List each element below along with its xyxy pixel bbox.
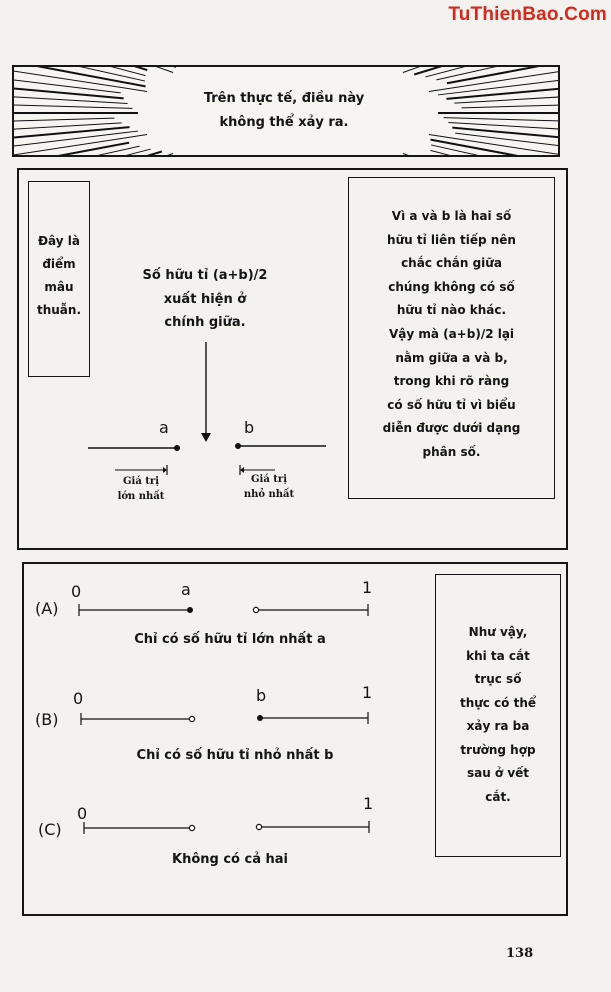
speed-line: [14, 149, 151, 157]
explanation-text: Vì a và b là hai số hữu tỉ liên tiếp nên chắc chắn giữa chúng không có số hữu tỉ nào khác. Vậy mà (a+b)/2 lại nằm giữa a và b, trong khi rõ ràng có số hữu tỉ vì biểu diễn được dưới dạng phân số.: [382, 209, 521, 459]
speed-line: [14, 153, 173, 157]
case-a-tag: (A): [35, 599, 59, 618]
case-c-one: 1: [363, 794, 374, 813]
case-a-point-label: a: [181, 580, 191, 599]
max-value-label: Giá trị lớn nhất: [117, 476, 165, 502]
case-c-zero: 0: [77, 804, 88, 823]
case-a-filled-point: [187, 607, 193, 613]
case-c-caption: Không có cả hai: [172, 852, 288, 867]
conclusion-text: Như vậy, khi ta cắt trục số thực có thể xảy ra ba trường hợp sau ở vết cắt.: [459, 625, 537, 804]
speed-line: [14, 143, 129, 157]
case-c-open-point-left: [189, 825, 194, 830]
conclusion-box: [435, 574, 561, 857]
case-b-caption: Chỉ có số hữu tỉ nhỏ nhất b: [136, 748, 334, 763]
case-c-number-line: [79, 818, 389, 838]
case-b-zero: 0: [73, 689, 84, 708]
case-a-number-line: [74, 600, 384, 620]
label-b: b: [244, 418, 255, 437]
case-a-one: 1: [362, 578, 373, 597]
arrow-head: [201, 433, 211, 442]
contradiction-text: Đây là điểm mâu thuẫn.: [36, 234, 82, 317]
case-a-caption: Chỉ có số hữu tỉ lớn nhất a: [134, 632, 326, 647]
speed-line: [447, 67, 560, 83]
speed-line: [431, 140, 560, 157]
midpoint-text: Số hữu tỉ (a+b)/2 xuất hiện ở chính giữa.: [142, 268, 268, 330]
banner-line-2: không thể xảy ra.: [219, 115, 349, 130]
speed-line: [429, 156, 560, 157]
top-banner: [12, 65, 560, 157]
case-b-one: 1: [362, 683, 373, 702]
case-a-zero: 0: [71, 582, 82, 601]
min-value-label: Giá trị nhỏ nhất: [243, 474, 295, 500]
case-b-tag: (B): [35, 710, 59, 729]
page-number: 138: [506, 946, 534, 961]
label-a: a: [159, 418, 169, 437]
speed-line: [14, 67, 147, 70]
watermark: TuThienBao.Com: [448, 4, 607, 25]
case-b-open-point: [189, 716, 194, 721]
case-c-tag: (C): [38, 820, 62, 839]
point-a: [174, 445, 180, 451]
case-b-point-label: b: [256, 686, 267, 705]
speed-line: [403, 153, 560, 157]
speed-line: [14, 101, 132, 109]
case-c-open-point-right: [256, 824, 261, 829]
case-b-number-line: [76, 709, 386, 729]
banner-line-1: Trên thực tế, điều này: [203, 91, 365, 106]
case-a-open-point: [253, 607, 258, 612]
speed-line: [444, 118, 560, 126]
explanation-box: [348, 177, 555, 499]
